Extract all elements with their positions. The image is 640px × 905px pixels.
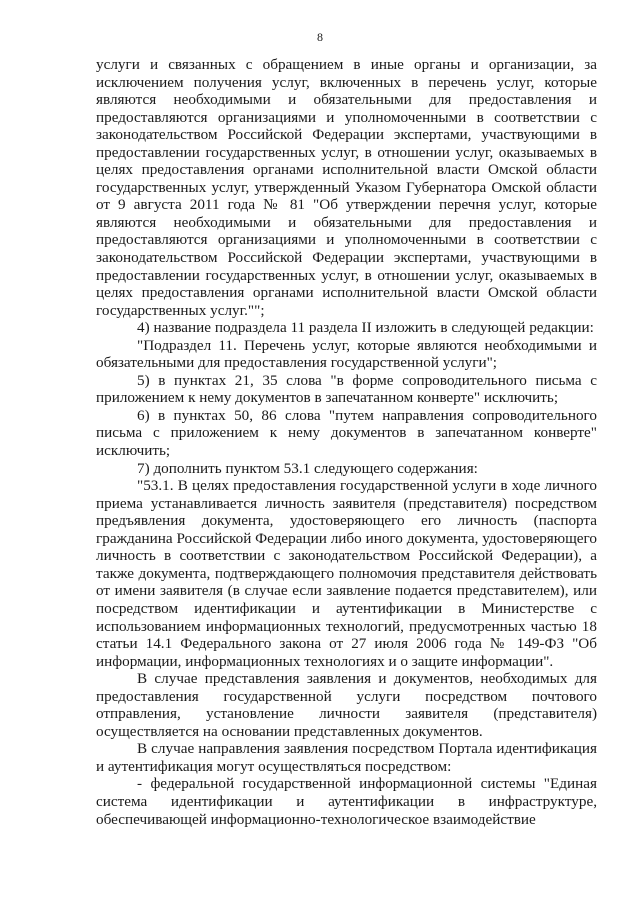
paragraph-continuation: услуги и связанных с обращением в иные органы и организации, за исключением получения услуг, включенных в перечень услуг, которые являются необходимыми и обязательными для предоставления и предоставляются организациями и уполномоченными в соответствии с законодательством Российской Федерации экспертами, участвующими в предоставлении государственных услуг, в отношении услуг, оказываемых в целях предоставления органами исполнительной власти Омской области государственных услуг, утвержденный Указом Губернатора Омской области от 9 августа 2011 года № 81 "Об утверждении перечня услуг, которые являются необходимыми и обязательными для предоставления и предоставляются организациями и уполномоченными в соответствии с законодательством Российской Федерации экспертами, участвующими в предоставлении государственных услуг, в отношении услуг, оказываемых в целях предоставления органами исполнительной власти Омской области государственных услуг.""; [96,56,597,319]
paragraph-portal-submission: В случае направления заявления посредством Портала идентификация и аутентификация могут осуществляться посредством: [96,740,597,775]
paragraph-item-7: 7) дополнить пунктом 53.1 следующего содержания: [137,459,478,477]
paragraph-postal-submission: В случае представления заявления и документов, необходимых для предоставления государственной услуги посредством почтового отправления, установление личности заявителя (представителя) осуществляется на основании представленных документов. [96,670,597,740]
paragraph-item-4: 4) название подраздела 11 раздела II изложить в следующей редакции: [137,319,594,337]
paragraph-item-5: 5) в пунктах 21, 35 слова "в форме сопроводительного письма с приложением к нему документов в запечатанном конверте" исключить; [96,371,597,407]
paragraph-item-6: 6) в пунктах 50, 86 слова "путем направления сопроводительного письма с приложением к нему документов в запечатанном конверте" исключить; [96,406,597,460]
paragraph-clause-53-1: "53.1. В целях предоставления государственной услуги в ходе личного приема устанавливается личность заявителя (представителя) посредством предъявления документа, удостоверяющего его личность (паспорта гражданина Российской Федерации либо иного документа, удостоверяющего личность в соответствии с законодательством Российской Федерации), а также документа, подтверждающего полномочия представителя действовать от имени заявителя (в случае если заявление подается представителем), или посредством идентификации и аутентификации в Министерстве с использованием информационных технологий, предусмотренных частью 18 статьи 14.1 Федерального закона от 27 июля 2006 года № 149-ФЗ "Об информации, информационных технологиях и о защите информации". [96,477,597,670]
page-number: 8 [317,30,323,44]
paragraph-esia-bullet: - федеральной государственной информационной системы "Единая система идентификации и аутентификации в инфраструктуре, обеспечивающей информационно-технологическое взаимодействие [96,775,597,828]
document-body [96,56,597,828]
paragraph-subsection-11-title: "Подраздел 11. Перечень услуг, которые являются необходимыми и обязательными для предоставления государственной услуги"; [96,336,597,372]
